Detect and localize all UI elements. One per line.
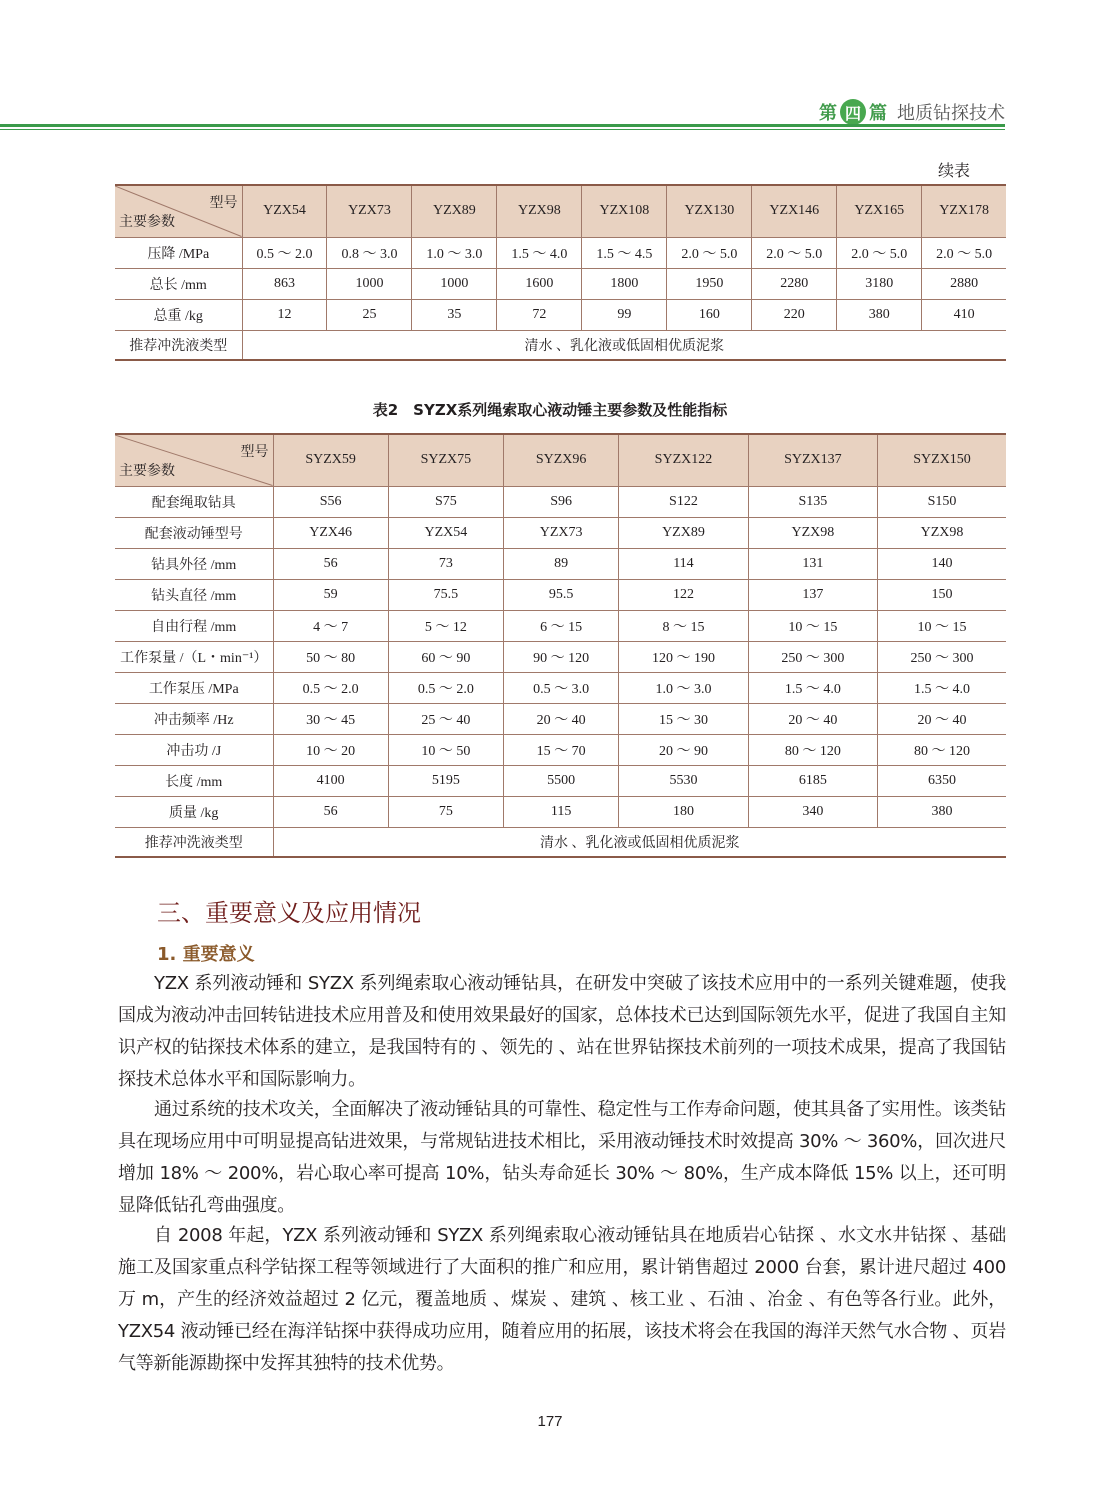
chapter-header — [819, 99, 1005, 125]
table-cell: 50 ～ 80 — [273, 641, 388, 672]
model-header: SYZX150 — [878, 434, 1006, 486]
table-cell: 250 ～ 300 — [878, 641, 1006, 672]
continued-label: 续表 — [937, 161, 970, 180]
table-row — [115, 299, 1006, 330]
table-cell: 5500 — [504, 765, 619, 796]
table-row — [115, 486, 1006, 517]
table-cell: 1950 — [667, 268, 752, 299]
row-label: 总重 /kg — [115, 299, 242, 330]
paragraph: 通过系统的技术攻关，全面解决了液动锤钻具的可靠性、稳定性与工作寿命问题，使其具备了实用性。该类钻具在现场应用中可明显提高钻进效果，与常规钻进技术相比，采用液动锤技术时效提高 30% ～ 360%，回次进尺增加 18% ～ 200%，岩心取心率可提高 10%，钻头寿命延长 30% ～ 80%，生产成本降低 15% 以上，还可明显降低钻孔弯曲强度。 — [118, 1099, 1006, 1216]
table-cell: S75 — [388, 486, 503, 517]
page-number: 177 — [537, 1413, 563, 1430]
row-label: 冲击频率 /Hz — [115, 703, 273, 734]
table-cell: 863 — [242, 268, 327, 299]
table-cell: 180 — [619, 796, 748, 827]
part-prefix: 第 — [819, 103, 837, 124]
paragraph: YZX 系列液动锤和 SYZX 系列绳索取心液动锤钻具，在研发中突破了该技术应用中的一系列关键难题，使我国成为液动冲击回转钻进技术应用普及和使用效果最好的国家，总体技术已达到国际领先水平，促进了我国自主知识产权的钻探技术体系的建立，是我国特有的 、领先的 、站在世界钻探技术前列的一项技术成果，提高了我国钻探技术总体水平和国际影响力。 — [118, 973, 1006, 1090]
model-header: YZX98 — [497, 185, 582, 237]
table-cell: 8 ～ 15 — [619, 610, 748, 641]
table-cell: 75.5 — [388, 579, 503, 610]
table-cell: 89 — [504, 548, 619, 579]
table-row — [115, 641, 1006, 672]
table-cell: 410 — [922, 299, 1006, 330]
table-cell: 1600 — [497, 268, 582, 299]
part-suffix: 篇 — [869, 103, 887, 124]
table-cell: YZX98 — [748, 517, 877, 548]
row-label: 工作泵量 /（L・min⁻¹） — [115, 641, 273, 672]
paragraph: 自 2008 年起，YZX 系列液动锤和 SYZX 系列绳索取心液动锤钻具在地质岩心钻探 、水文水井钻探 、基础施工及国家重点科学钻探工程等领域进行了大面积的推广和应用，累计销售超过 2000 台套，累计进尺超过 400 万 m，产生的经济效益超过 2 亿元，覆盖地质 、煤炭 、建筑 、核工业 、石油 、冶金 、有色等各行业。此外，YZX54 液动锤已经在海洋钻探中获得成功应用，随着应用的拓展，该技术将会在我国的海洋天然气水合物 、页岩气等新能源勘探中发挥其独特的技术优势。 — [118, 1225, 1006, 1374]
table-cell: 1.5 ～ 4.0 — [497, 237, 582, 268]
table-cell: 95.5 — [504, 579, 619, 610]
corner-top-label: 型号 — [240, 445, 269, 460]
table-cell: 6 ～ 15 — [504, 610, 619, 641]
row-label: 工作泵压 /MPa — [115, 672, 273, 703]
row-label: 配套液动锤型号 — [115, 517, 273, 548]
table-cell: 6350 — [878, 765, 1006, 796]
corner-bottom-label: 主要参数 — [119, 214, 175, 230]
table-cell: 3180 — [837, 268, 922, 299]
table-cell: 10 ～ 15 — [878, 610, 1006, 641]
table-cell-merged: 清水 、乳化液或低固相优质泥浆 — [273, 827, 1006, 857]
part-title: 地质钻探技术 — [897, 103, 1005, 124]
table-cell: 2.0 ～ 5.0 — [837, 237, 922, 268]
table-cell: 20 ～ 40 — [748, 703, 877, 734]
model-header: SYZX75 — [388, 434, 503, 486]
row-label: 总长 /mm — [115, 268, 242, 299]
table-row — [115, 765, 1006, 796]
table-cell: 20 ～ 40 — [504, 703, 619, 734]
table-cell: 10 ～ 20 — [273, 734, 388, 765]
part-number-badge: 四 — [840, 99, 866, 125]
table-cell: 115 — [504, 796, 619, 827]
table-cell: 150 — [878, 579, 1006, 610]
table-cell: 0.5 ～ 3.0 — [504, 672, 619, 703]
table-cell: 122 — [619, 579, 748, 610]
table-cell: S150 — [878, 486, 1006, 517]
table-cell: 1.5 ～ 4.0 — [748, 672, 877, 703]
table-cell: YZX98 — [878, 517, 1006, 548]
row-label: 推荐冲洗液类型 — [115, 827, 273, 857]
subsection-title: 1. 重要意义 — [157, 944, 255, 965]
model-header: YZX165 — [837, 185, 922, 237]
table-row — [115, 672, 1006, 703]
table-cell: 10 ～ 50 — [388, 734, 503, 765]
table-cell: 120 ～ 190 — [619, 641, 748, 672]
row-label: 质量 /kg — [115, 796, 273, 827]
row-label: 压降 /MPa — [115, 237, 242, 268]
table-header-row — [115, 434, 1006, 486]
table-cell: 220 — [752, 299, 837, 330]
table-cell: 4 ～ 7 — [273, 610, 388, 641]
table-row — [115, 579, 1006, 610]
table-cell: 340 — [748, 796, 877, 827]
model-header: YZX146 — [752, 185, 837, 237]
table-cell: 5530 — [619, 765, 748, 796]
table-cell: 1.5 ～ 4.5 — [582, 237, 667, 268]
model-header: YZX89 — [412, 185, 497, 237]
table-cell: 12 — [242, 299, 327, 330]
header-rule-thin — [0, 129, 1005, 130]
table-caption: 表2 SYZX系列绳索取心液动锤主要参数及性能指标 — [372, 401, 728, 419]
table-cell: S56 — [273, 486, 388, 517]
table-cell: 20 ～ 40 — [878, 703, 1006, 734]
table-cell: 2880 — [922, 268, 1006, 299]
table-cell: 60 ～ 90 — [388, 641, 503, 672]
table-cell: 80 ～ 120 — [748, 734, 877, 765]
table-header-row — [115, 185, 1006, 237]
table-cell: 15 ～ 70 — [504, 734, 619, 765]
corner-header-cell — [115, 185, 242, 237]
table-cell: 160 — [667, 299, 752, 330]
model-header: YZX178 — [922, 185, 1006, 237]
model-header: SYZX96 — [504, 434, 619, 486]
table-syzx — [115, 433, 1006, 858]
table-cell-merged: 清水 、乳化液或低固相优质泥浆 — [242, 330, 1006, 360]
model-header: YZX54 — [242, 185, 327, 237]
row-label: 冲击功 /J — [115, 734, 273, 765]
table-cell: 5 ～ 12 — [388, 610, 503, 641]
table-row — [115, 610, 1006, 641]
table-row — [115, 796, 1006, 827]
table-cell: 114 — [619, 548, 748, 579]
table-cell: 35 — [412, 299, 497, 330]
model-header: YZX108 — [582, 185, 667, 237]
row-label: 配套绳取钻具 — [115, 486, 273, 517]
model-header: SYZX137 — [748, 434, 877, 486]
table-cell: 6185 — [748, 765, 877, 796]
row-label: 钻具外径 /mm — [115, 548, 273, 579]
table-cell: S96 — [504, 486, 619, 517]
row-label: 长度 /mm — [115, 765, 273, 796]
row-label: 推荐冲洗液类型 — [115, 330, 242, 360]
table-cell: 4100 — [273, 765, 388, 796]
table-cell: 0.5 ～ 2.0 — [388, 672, 503, 703]
table-cell: 1000 — [412, 268, 497, 299]
table-cell: 2.0 ～ 5.0 — [667, 237, 752, 268]
table-row — [115, 237, 1006, 268]
table-cell: 2280 — [752, 268, 837, 299]
table-cell: 2.0 ～ 5.0 — [752, 237, 837, 268]
table-cell: 380 — [837, 299, 922, 330]
table-cell: 72 — [497, 299, 582, 330]
table-cell: S135 — [748, 486, 877, 517]
model-header: YZX73 — [327, 185, 412, 237]
table-cell: 1.0 ～ 3.0 — [619, 672, 748, 703]
table-row — [115, 517, 1006, 548]
table-cell: 75 — [388, 796, 503, 827]
table-cell: 140 — [878, 548, 1006, 579]
table-cell: 56 — [273, 796, 388, 827]
table-row-flush-fluid — [115, 827, 1006, 857]
table-cell: 0.5 ～ 2.0 — [273, 672, 388, 703]
row-label: 钻头直径 /mm — [115, 579, 273, 610]
corner-bottom-label: 主要参数 — [119, 463, 175, 479]
table-row-flush-fluid — [115, 330, 1006, 360]
table-cell: 1.5 ～ 4.0 — [878, 672, 1006, 703]
model-header: YZX130 — [667, 185, 752, 237]
table-cell: YZX46 — [273, 517, 388, 548]
table-cell: 250 ～ 300 — [748, 641, 877, 672]
table-cell: 56 — [273, 548, 388, 579]
table-cell: 5195 — [388, 765, 503, 796]
table-row — [115, 703, 1006, 734]
table-yzx-continued — [115, 184, 1006, 361]
table-cell: 0.8 ～ 3.0 — [327, 237, 412, 268]
header-rule — [0, 124, 1005, 127]
table-cell: 15 ～ 30 — [619, 703, 748, 734]
model-header: SYZX122 — [619, 434, 748, 486]
table-cell: YZX89 — [619, 517, 748, 548]
table-cell: 1800 — [582, 268, 667, 299]
table-cell: 99 — [582, 299, 667, 330]
section-title: 三、重要意义及应用情况 — [157, 899, 421, 927]
table-row — [115, 548, 1006, 579]
table-cell: YZX54 — [388, 517, 503, 548]
table-cell: 30 ～ 45 — [273, 703, 388, 734]
table-cell: 0.5 ～ 2.0 — [242, 237, 327, 268]
table-cell: 20 ～ 90 — [619, 734, 748, 765]
table-cell: 131 — [748, 548, 877, 579]
table-cell: 380 — [878, 796, 1006, 827]
table-cell: 80 ～ 120 — [878, 734, 1006, 765]
table-row — [115, 734, 1006, 765]
corner-header-cell — [115, 434, 273, 486]
table-cell: 59 — [273, 579, 388, 610]
table-cell: 73 — [388, 548, 503, 579]
table-cell: 10 ～ 15 — [748, 610, 877, 641]
corner-top-label: 型号 — [209, 196, 238, 211]
table-cell: 90 ～ 120 — [504, 641, 619, 672]
table-cell: 2.0 ～ 5.0 — [922, 237, 1006, 268]
table-cell: 1000 — [327, 268, 412, 299]
table-cell: 137 — [748, 579, 877, 610]
model-header: SYZX59 — [273, 434, 388, 486]
table-cell: S122 — [619, 486, 748, 517]
row-label: 自由行程 /mm — [115, 610, 273, 641]
table-cell: 1.0 ～ 3.0 — [412, 237, 497, 268]
table-row — [115, 268, 1006, 299]
table-cell: 25 — [327, 299, 412, 330]
table-cell: YZX73 — [504, 517, 619, 548]
table-cell: 25 ～ 40 — [388, 703, 503, 734]
